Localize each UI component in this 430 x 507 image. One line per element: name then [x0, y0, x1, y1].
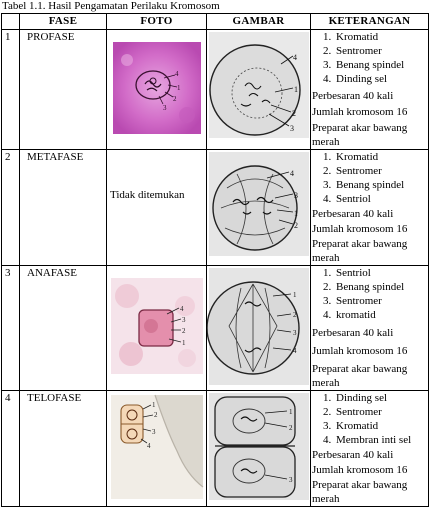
- photo-label: 2: [173, 95, 177, 103]
- list-item: 4. Membran inti sel: [334, 433, 428, 447]
- drawing-cell: [207, 391, 311, 507]
- drawing-label: 1: [293, 291, 297, 299]
- photo-label: 3: [152, 428, 156, 436]
- list-item: 3. Sentromer: [334, 294, 428, 308]
- table-row: [2, 150, 429, 266]
- drawing-cell: [207, 30, 311, 150]
- list-item: 1. Sentriol: [334, 266, 428, 280]
- drawing-profase: [207, 30, 311, 141]
- chromosome-count-note: Jumlah kromosom 16: [312, 223, 408, 235]
- table-row: [2, 391, 429, 507]
- drawing-label: 1: [294, 209, 298, 218]
- header-foto: FOTO: [107, 14, 207, 30]
- photo-cell: [107, 30, 207, 150]
- photo-label: 3: [163, 104, 167, 112]
- drawing-label: 3: [289, 476, 293, 484]
- header-no: [2, 14, 20, 30]
- chromosome-count-note: Jumlah kromosom 16: [312, 464, 408, 476]
- phase-name: METAFASE: [20, 150, 107, 266]
- description-cell: [311, 391, 429, 507]
- table-row: [2, 266, 429, 391]
- magnification-note: Perbesaran 40 kali: [312, 449, 394, 461]
- row-number: 4: [2, 391, 20, 507]
- header-row: [2, 14, 429, 30]
- list-item: 4. Dinding sel: [334, 72, 428, 86]
- drawing-label: 2: [294, 221, 298, 230]
- row-number: 1: [2, 30, 20, 150]
- specimen-note: Preparat akar bawang merah: [312, 363, 408, 389]
- table-row: [2, 30, 429, 150]
- list-item: 4. kromatid: [334, 308, 428, 322]
- magnification-note: Perbesaran 40 kali: [312, 208, 394, 220]
- list-item: 3. Kromatid: [334, 419, 428, 433]
- photo-label: 2: [182, 327, 186, 335]
- drawing-label: 3: [294, 191, 298, 200]
- photo-cell: [107, 391, 207, 507]
- drawing-label: 3: [293, 329, 297, 337]
- drawing-label: 3: [290, 124, 294, 133]
- photo-cell: [107, 266, 207, 391]
- header-keterangan: KETERANGAN: [311, 14, 429, 30]
- drawing-label: 2: [292, 109, 296, 118]
- phase-name: ANAFASE: [20, 266, 107, 391]
- specimen-note: Preparat akar bawang merah: [312, 238, 408, 264]
- photo-cell: [107, 150, 207, 266]
- row-number: 3: [2, 266, 20, 391]
- header-fase: FASE: [20, 14, 107, 30]
- photo-label: 4: [180, 305, 184, 313]
- drawing-label: 4: [293, 347, 297, 355]
- drawing-label: 1: [294, 85, 298, 94]
- drawing-label: 4: [293, 53, 297, 62]
- photo-label: 1: [182, 339, 186, 347]
- list-item: 2. Sentromer: [334, 164, 428, 178]
- list-item: 2. Benang spindel: [334, 280, 428, 294]
- structure-list: [312, 150, 428, 206]
- description-cell: [311, 266, 429, 391]
- list-item: 1. Dinding sel: [334, 391, 428, 405]
- drawing-label: 2: [289, 424, 293, 432]
- list-item: 4. Sentriol: [334, 192, 428, 206]
- list-item: 2. Sentromer: [334, 405, 428, 419]
- drawing-metafase: [207, 150, 311, 258]
- photo-label: 4: [147, 442, 151, 450]
- photo-label: 2: [154, 411, 158, 419]
- micrograph-profase: [107, 30, 207, 141]
- description-cell: [311, 150, 429, 266]
- drawing-label: 2: [293, 311, 297, 319]
- drawing-label: 1: [289, 408, 293, 416]
- description-cell: [311, 30, 429, 150]
- list-item: 1. Kromatid: [334, 30, 428, 44]
- list-item: 3. Benang spindel: [334, 178, 428, 192]
- photo-label: 3: [182, 316, 186, 324]
- drawing-telofase: [207, 391, 311, 502]
- drawing-cell: [207, 150, 311, 266]
- photo-label: 1: [177, 84, 181, 92]
- header-gambar: GAMBAR: [207, 14, 311, 30]
- photo-label: 1: [152, 401, 156, 409]
- chromosome-count-note: Jumlah kromosom 16: [312, 345, 408, 357]
- specimen-note: Preparat akar bawang merah: [312, 479, 408, 505]
- micrograph-anafase: [107, 266, 207, 387]
- table-caption: Tabel 1.1. Hasil Pengamatan Perilaku Kromosom: [2, 0, 220, 12]
- drawing-anafase: [207, 266, 311, 387]
- list-item: 1. Kromatid: [334, 150, 428, 164]
- chromosome-count-note: Jumlah kromosom 16: [312, 106, 408, 118]
- phase-name: PROFASE: [20, 30, 107, 150]
- structure-list: [312, 30, 428, 86]
- magnification-note: Perbesaran 40 kali: [312, 327, 394, 339]
- drawing-label: 4: [290, 169, 294, 178]
- list-item: 3. Benang spindel: [334, 58, 428, 72]
- drawing-cell: [207, 266, 311, 391]
- phase-name: TELOFASE: [20, 391, 107, 507]
- list-item: 2. Sentromer: [334, 44, 428, 58]
- magnification-note: Perbesaran 40 kali: [312, 90, 394, 102]
- specimen-note: Preparat akar bawang merah: [312, 122, 408, 148]
- structure-list: [312, 391, 428, 447]
- observation-table: [1, 13, 429, 507]
- row-number: 2: [2, 150, 20, 266]
- micrograph-telofase: [107, 391, 207, 502]
- photo-label: 4: [175, 70, 179, 78]
- structure-list: [312, 266, 428, 322]
- not-found-text: Tidak ditemukan: [110, 189, 185, 201]
